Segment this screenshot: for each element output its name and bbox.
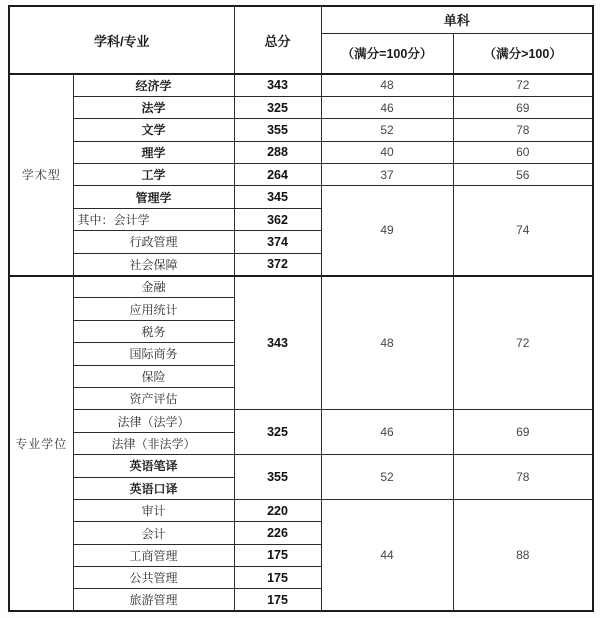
total-cell: 355 <box>234 119 321 141</box>
score100plus-cell: 72 <box>453 276 593 410</box>
table-row <box>9 276 593 298</box>
score100plus-cell: 74 <box>453 186 593 276</box>
total-cell: 343 <box>234 276 321 410</box>
score100plus-cell: 60 <box>453 141 593 163</box>
subject-cell: 法律（非法学） <box>73 432 234 454</box>
subject-cell: 法律（法学） <box>73 410 234 432</box>
score100-cell: 46 <box>321 410 453 455</box>
score100plus-cell: 69 <box>453 96 593 118</box>
subject-cell: 其中：会计学 <box>73 208 234 230</box>
subject-cell: 金融 <box>73 276 234 298</box>
total-cell: 226 <box>234 522 321 544</box>
total-cell: 175 <box>234 589 321 611</box>
header-single-subject: 单科 <box>321 6 593 33</box>
score100-cell: 52 <box>321 119 453 141</box>
subject-cell: 行政管理 <box>73 231 234 253</box>
total-cell: 355 <box>234 455 321 500</box>
score100-cell: 44 <box>321 499 453 611</box>
total-cell: 345 <box>234 186 321 208</box>
total-cell: 220 <box>234 499 321 521</box>
subject-cell: 管理学 <box>73 186 234 208</box>
table-row <box>9 499 593 521</box>
table-row <box>9 141 593 163</box>
header-total-score: 总分 <box>234 6 321 74</box>
total-cell: 343 <box>234 74 321 96</box>
total-cell: 362 <box>234 208 321 230</box>
subject-cell: 资产评估 <box>73 387 234 409</box>
score100plus-cell: 72 <box>453 74 593 96</box>
header-subject: 学科/专业 <box>9 6 234 74</box>
subject-cell: 理学 <box>73 141 234 163</box>
score100plus-cell: 88 <box>453 499 593 611</box>
subject-cell: 工商管理 <box>73 544 234 566</box>
group-label-professional: 专业学位 <box>9 276 73 612</box>
score100-cell: 40 <box>321 141 453 163</box>
score100plus-cell: 56 <box>453 164 593 186</box>
total-cell: 372 <box>234 253 321 275</box>
subject-cell: 审计 <box>73 499 234 521</box>
total-cell: 374 <box>234 231 321 253</box>
table-row <box>9 186 593 208</box>
subject-cell: 文学 <box>73 119 234 141</box>
subject-cell: 税务 <box>73 320 234 342</box>
header-full-score-100: （满分=100分） <box>321 33 453 74</box>
total-cell: 175 <box>234 567 321 589</box>
total-cell: 288 <box>234 141 321 163</box>
subject-cell: 会计 <box>73 522 234 544</box>
header-full-score-over-100: （满分>100） <box>453 33 593 74</box>
subject-cell: 国际商务 <box>73 343 234 365</box>
score100plus-cell: 78 <box>453 119 593 141</box>
table-row <box>9 410 593 432</box>
subject-cell: 法学 <box>73 96 234 118</box>
score100-cell: 37 <box>321 164 453 186</box>
subject-cell: 保险 <box>73 365 234 387</box>
subject-cell: 工学 <box>73 164 234 186</box>
score100-cell: 46 <box>321 96 453 118</box>
admission-score-table <box>8 5 594 612</box>
table-row <box>9 455 593 477</box>
table-row <box>9 119 593 141</box>
subject-cell: 英语口译 <box>73 477 234 499</box>
subject-cell: 旅游管理 <box>73 589 234 611</box>
subject-cell: 社会保障 <box>73 253 234 275</box>
subject-cell: 英语笔译 <box>73 455 234 477</box>
total-cell: 325 <box>234 96 321 118</box>
score100plus-cell: 69 <box>453 410 593 455</box>
subject-cell: 公共管理 <box>73 567 234 589</box>
table-row <box>9 164 593 186</box>
group-label-academic: 学术型 <box>9 74 73 276</box>
score100plus-cell: 78 <box>453 455 593 500</box>
total-cell: 175 <box>234 544 321 566</box>
score100-cell: 48 <box>321 276 453 410</box>
table-row <box>9 74 593 96</box>
table-row <box>9 96 593 118</box>
total-cell: 264 <box>234 164 321 186</box>
score100-cell: 49 <box>321 186 453 276</box>
subject-cell: 经济学 <box>73 74 234 96</box>
score100-cell: 48 <box>321 74 453 96</box>
total-cell: 325 <box>234 410 321 455</box>
score100-cell: 52 <box>321 455 453 500</box>
subject-cell: 应用统计 <box>73 298 234 320</box>
